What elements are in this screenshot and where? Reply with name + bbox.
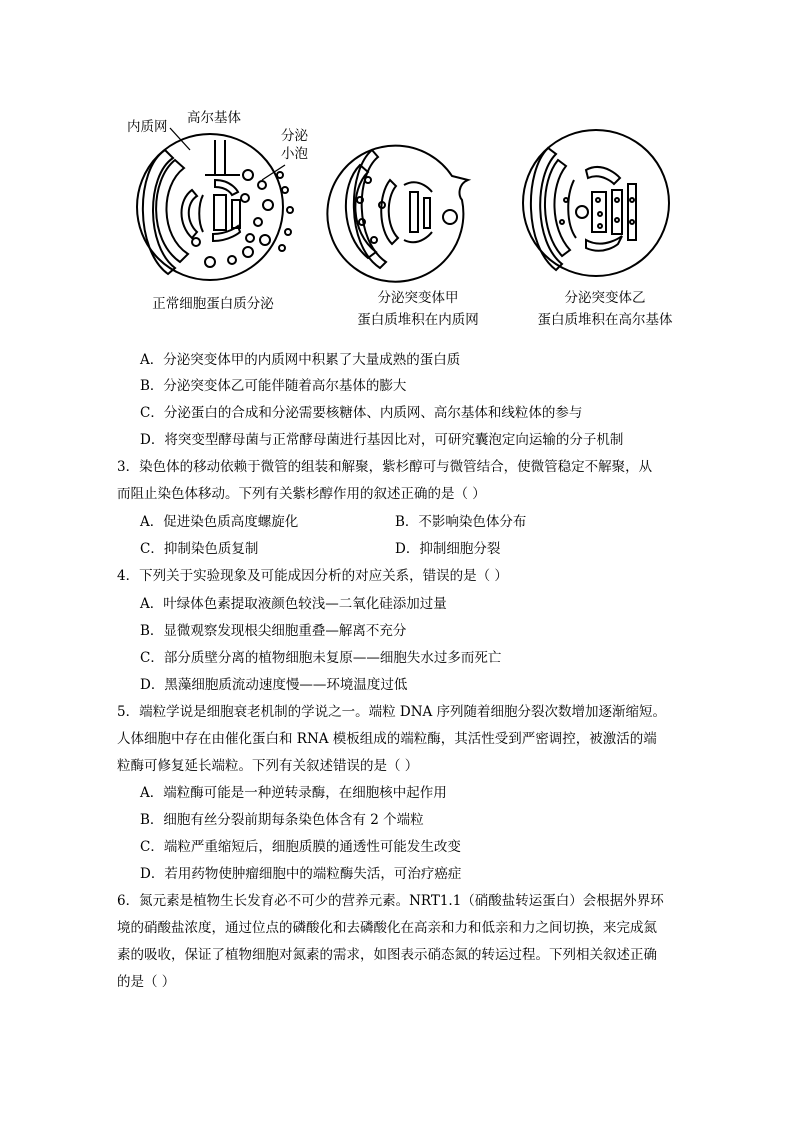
q4-option-b: B．显微观察发现根尖细胞重叠—解离不充分 <box>140 623 407 639</box>
q3-option-a: A．促进染色质高度螺旋化 <box>140 514 299 530</box>
q5-option-c: C．端粒严重缩短后，细胞质膜的通透性可能发生改变 <box>140 839 461 855</box>
er-label: 内质网 <box>127 119 168 135</box>
caption-normal: 正常细胞蛋白质分泌 <box>152 296 274 312</box>
normal-cell-diagram <box>137 128 293 280</box>
vesicle-label-line2: 小泡 <box>281 146 308 162</box>
golgi-label: 高尔基体 <box>187 110 241 126</box>
q5-option-d: D．若用药物使肿瘤细胞中的端粒酶失活，可治疗癌症 <box>140 866 462 882</box>
q3-stem-line1: 3．染色体的移动依赖于微管的组装和解聚，紫杉醇可与微管结合，使微管稳定不解聚，从 <box>117 459 653 475</box>
q3-option-b: B．不影响染色体分布 <box>395 514 527 530</box>
caption-mutant-a-line1: 分泌突变体甲 <box>377 290 459 306</box>
mutant-b-cell-diagram <box>523 130 669 276</box>
q4-option-d: D．黑藻细胞质流动速度慢——环境温度过低 <box>140 677 408 693</box>
q5-stem-line2: 人体细胞中存在由催化蛋白和 RNA 模板组成的端粒酶，其活性受到严密调控，被激活的端 <box>117 731 657 747</box>
q5-option-a: A．端粒酶可能是一种逆转录酶，在细胞核中起作用 <box>140 785 447 801</box>
q4-option-a: A．叶绿体色素提取液颜色较浅—二氧化硅添加过量 <box>140 596 447 612</box>
q6-stem-line1: 6．氮元素是植物生长发育必不可少的营养元素。NRT1.1（硝酸盐转运蛋白）会根据外界环 <box>117 893 664 909</box>
q4-stem: 4．下列关于实验现象及可能成因分析的对应关系，错误的是（ ） <box>117 568 508 584</box>
q2-option-b: B．分泌突变体乙可能伴随着高尔基体的膨大 <box>140 378 407 394</box>
caption-mutant-a-line2: 蛋白质堆积在内质网 <box>357 312 479 328</box>
caption-mutant-b-line2: 蛋白质堆积在高尔基体 <box>537 312 673 328</box>
mutant-a-cell-diagram <box>327 146 468 282</box>
q2-option-c: C．分泌蛋白的合成和分泌需要核糖体、内质网、高尔基体和线粒体的参与 <box>140 405 583 421</box>
q3-stem-line2: 而阻止染色体移动。下列有关紫杉醇作用的叙述正确的是（ ） <box>117 486 486 502</box>
q5-stem-line3: 粒酶可修复延长端粒。下列有关叙述错误的是（ ） <box>117 758 419 774</box>
q2-option-d: D．将突变型酵母菌与正常酵母菌进行基因比对，可研究囊泡定向运输的分子机制 <box>140 432 624 448</box>
q6-stem-line2: 境的硝酸盐浓度，通过位点的磷酸化和去磷酸化在高亲和力和低亲和力之间切换，来完成氮 <box>117 920 657 936</box>
q5-stem-line1: 5．端粒学说是细胞衰老机制的学说之一。端粒 DNA 序列随着细胞分裂次数增加逐渐缩短。 <box>117 704 667 720</box>
q6-stem-line4: 的是（ ） <box>117 974 176 990</box>
q6-stem-line3: 素的吸收，保证了植物细胞对氮素的需求，如图表示硝态氮的转运过程。下列相关叙述正确 <box>117 947 657 963</box>
vesicle-label-line1: 分泌 <box>281 128 308 144</box>
q3-option-d: D．抑制细胞分裂 <box>395 541 501 557</box>
q4-option-c: C．部分质壁分离的植物细胞未复原——细胞失水过多而死亡 <box>140 650 502 666</box>
q3-option-c: C．抑制染色质复制 <box>140 541 259 557</box>
caption-mutant-b-line1: 分泌突变体乙 <box>564 290 646 306</box>
q5-option-b: B．细胞有丝分裂前期每条染色体含有 2 个端粒 <box>140 812 424 828</box>
q2-option-a: A．分泌突变体甲的内质网中积累了大量成熟的蛋白质 <box>140 352 461 368</box>
